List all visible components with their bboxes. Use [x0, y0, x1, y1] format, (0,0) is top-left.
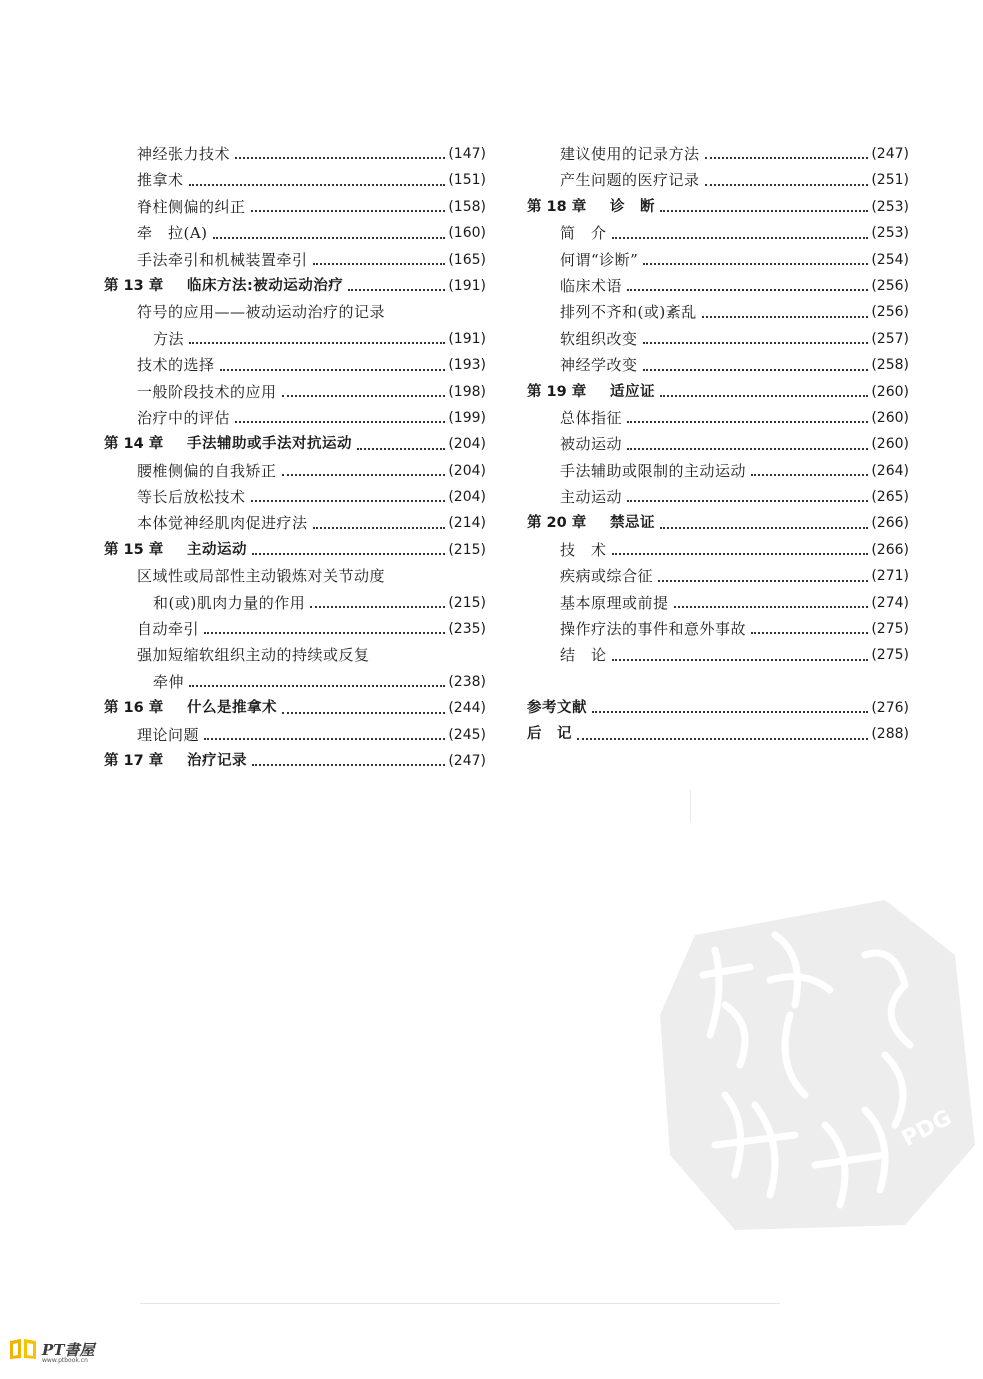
chapter-title: 临床方法:被动运动治疗: [187, 277, 344, 294]
page-bottom-rule: [140, 1303, 780, 1304]
toc-entry-row: [104, 194, 486, 220]
entry-title: 牵伸: [153, 672, 185, 691]
dot-leader: [282, 473, 446, 476]
dot-leader: [705, 156, 869, 159]
dot-leader: [643, 262, 868, 265]
page-number: (260): [871, 409, 909, 426]
toc-entry-row: [527, 273, 909, 299]
dot-leader: [660, 209, 868, 212]
page-number: (251): [871, 172, 909, 189]
toc-entry-row: [104, 141, 486, 167]
page-number: (158): [448, 198, 486, 215]
chapter-number: 第 18 章: [527, 198, 587, 215]
page-number: (253): [871, 198, 909, 215]
dot-leader: [592, 710, 868, 713]
toc-entry-row: [527, 405, 909, 431]
chapter-title: 手法辅助或手法对抗运动: [187, 436, 352, 453]
toc-entry-row: [104, 220, 486, 246]
entry-title: 理论问题: [137, 725, 200, 744]
toc-entry-row: [104, 642, 486, 668]
page-number: (204): [448, 436, 486, 453]
page-number: (215): [448, 541, 486, 558]
chapter-title: 诊 断: [610, 198, 655, 215]
page-number: (257): [871, 330, 909, 347]
page-number: (160): [448, 225, 486, 242]
dot-leader: [313, 526, 446, 529]
entry-title: 简 介: [560, 224, 607, 243]
chapter-title: 什么是推拿术: [187, 700, 277, 717]
chapter-number: 第 17 章: [104, 752, 164, 769]
toc-entry-row: [527, 167, 909, 193]
page-number: (264): [871, 462, 909, 479]
toc-entry-row: [104, 590, 486, 616]
page-number: (265): [871, 489, 909, 506]
dot-leader: [658, 579, 868, 582]
dot-leader: [627, 447, 868, 450]
page-number: (245): [448, 726, 486, 743]
entry-title: 牵 拉(A): [137, 224, 208, 243]
page-number: (274): [871, 594, 909, 611]
toc-entry-row: [527, 220, 909, 246]
entry-title: 何谓“诊断”: [560, 250, 639, 269]
toc-entry-row: [527, 299, 909, 325]
page-number: (266): [871, 541, 909, 558]
toc-entry-row: [104, 458, 486, 484]
scan-artifact-line: [690, 790, 691, 822]
seal-text: PDG: [898, 1105, 957, 1153]
toc-chapter-row: [527, 510, 909, 536]
entry-title: 神经张力技术: [137, 144, 231, 163]
toc-chapter-row: [104, 537, 486, 563]
entry-title: 本体觉神经肌肉促进疗法: [137, 514, 308, 533]
toc-entry-row: [527, 537, 909, 563]
dot-leader: [313, 262, 446, 265]
page-number: (198): [448, 383, 486, 400]
dot-leader: [282, 394, 446, 397]
entry-title: 推拿术: [137, 171, 184, 190]
toc-entry-row: [527, 695, 909, 721]
dot-leader: [577, 737, 868, 740]
entry-title: 基本原理或前提: [560, 593, 669, 612]
page-number: (204): [448, 462, 486, 479]
toc-chapter-row: [527, 194, 909, 220]
toc-entry-row: [104, 326, 486, 352]
dot-leader: [357, 447, 445, 450]
entry-title: 一般阶段技术的应用: [137, 382, 277, 401]
toc-entry-row: [527, 642, 909, 668]
dot-leader: [235, 156, 445, 159]
seal-watermark: [655, 895, 983, 1235]
page-number: (199): [448, 409, 486, 426]
page-number: (260): [871, 383, 909, 400]
dot-leader: [310, 605, 445, 608]
page-number: (244): [448, 700, 486, 717]
toc-right-column: [527, 141, 909, 748]
page-number: (256): [871, 277, 909, 294]
entry-title: 区域性或局部性主动锻炼对关节动度: [137, 567, 386, 586]
entry-title: 技术的选择: [137, 356, 215, 375]
toc-entry-row: [527, 431, 909, 457]
page-number: (238): [448, 673, 486, 690]
page-number: (266): [871, 515, 909, 532]
entry-title: 手法牵引和机械装置牵引: [137, 250, 308, 269]
chapter-title: 治疗记录: [187, 752, 247, 769]
toc-entry-row: [104, 563, 486, 589]
chapter-title: 禁忌证: [610, 515, 655, 532]
dot-leader: [627, 499, 868, 502]
entry-title: 等长后放松技术: [137, 488, 246, 507]
toc-entry-row: [527, 352, 909, 378]
entry-title: 强加短缩软组织主动的持续或反复: [137, 646, 370, 665]
toc-entry-row: [527, 721, 909, 747]
page-number: (165): [448, 251, 486, 268]
page-number: (215): [448, 594, 486, 611]
page-number: (247): [871, 145, 909, 162]
dot-leader: [660, 526, 868, 529]
entry-title: 技 术: [560, 540, 607, 559]
entry-title: 和(或)肌肉力量的作用: [153, 593, 306, 612]
dot-leader: [751, 631, 868, 634]
entry-title: 排列不齐和(或)紊乱: [560, 303, 697, 322]
dot-leader: [189, 684, 445, 687]
dot-leader: [705, 183, 869, 186]
dot-leader: [702, 315, 869, 318]
logo-url: www.ptbook.cn: [42, 1357, 88, 1364]
page-number: (214): [448, 515, 486, 532]
entry-title: 疾病或综合征: [560, 567, 654, 586]
dot-leader: [643, 368, 869, 371]
chapter-number: 第 13 章: [104, 277, 164, 294]
dot-leader: [643, 341, 869, 344]
logo-name: PT書屋: [42, 1340, 95, 1359]
page-number: (258): [871, 357, 909, 374]
toc-entry-row: [104, 405, 486, 431]
page-number: (204): [448, 489, 486, 506]
chapter-number: 第 14 章: [104, 436, 164, 453]
toc-chapter-row: [527, 379, 909, 405]
dot-leader: [220, 368, 446, 371]
book-icon: [8, 1338, 38, 1360]
dot-leader: [251, 209, 446, 212]
chapter-title: 适应证: [610, 383, 655, 400]
toc-entry-row: [104, 247, 486, 273]
entry-title: 后 记: [527, 726, 572, 743]
dot-leader: [213, 236, 446, 239]
entry-title: 治疗中的评估: [137, 408, 231, 427]
toc-entry-row: [104, 484, 486, 510]
dot-leader: [612, 236, 869, 239]
entry-title: 软组织改变: [560, 329, 638, 348]
toc-entry-row: [104, 616, 486, 642]
dot-leader: [627, 288, 868, 291]
page-number: (193): [448, 357, 486, 374]
page-number: (147): [448, 145, 486, 162]
publisher-logo: [8, 1338, 95, 1364]
entry-title: 方法: [153, 329, 185, 348]
toc-entry-row: [104, 669, 486, 695]
dot-leader: [189, 341, 445, 344]
chapter-number: 第 15 章: [104, 541, 164, 558]
dot-leader: [282, 711, 445, 714]
page-number: (275): [871, 647, 909, 664]
toc-chapter-row: [104, 748, 486, 774]
chapter-number: 第 20 章: [527, 515, 587, 532]
entry-title: 建议使用的记录方法: [560, 144, 700, 163]
toc-entry-row: [104, 167, 486, 193]
toc-entry-row: [527, 326, 909, 352]
toc-entry-row: [104, 379, 486, 405]
toc-chapter-row: [104, 273, 486, 299]
dot-leader: [751, 473, 868, 476]
dot-leader: [204, 631, 445, 634]
entry-title: 自动牵引: [137, 620, 200, 639]
dot-leader: [348, 288, 445, 291]
page-number: (271): [871, 568, 909, 585]
dot-leader: [674, 605, 869, 608]
dot-leader: [612, 552, 869, 555]
dot-leader: [612, 658, 869, 661]
toc-entry-row: [527, 484, 909, 510]
chapter-number: 第 16 章: [104, 700, 164, 717]
entry-title: 结 论: [560, 646, 607, 665]
dot-leader: [660, 394, 868, 397]
entry-title: 临床术语: [560, 276, 623, 295]
toc-entry-row: [527, 458, 909, 484]
entry-title: 符号的应用——被动运动治疗的记录: [137, 303, 386, 322]
page-number: (260): [871, 436, 909, 453]
toc-chapter-row: [104, 695, 486, 721]
toc-entry-row: [527, 563, 909, 589]
toc-entry-row: [527, 247, 909, 273]
dot-leader: [204, 737, 445, 740]
toc-left-column: [104, 141, 486, 774]
toc-entry-row: [527, 590, 909, 616]
dot-leader: [189, 183, 446, 186]
dot-leader: [252, 552, 445, 555]
toc-entry-row: [527, 141, 909, 167]
page-number: (151): [448, 172, 486, 189]
toc-entry-row: [527, 616, 909, 642]
entry-title: 主动运动: [560, 488, 623, 507]
dot-leader: [235, 420, 445, 423]
entry-title: 神经学改变: [560, 356, 638, 375]
page-number: (256): [871, 304, 909, 321]
page-number: (253): [871, 225, 909, 242]
toc-entry-row: [104, 352, 486, 378]
entry-title: 脊柱侧偏的纠正: [137, 197, 246, 216]
toc-entry-row: [104, 510, 486, 536]
entry-title: 总体指征: [560, 408, 623, 427]
dot-leader: [627, 420, 868, 423]
page-number: (254): [871, 251, 909, 268]
entry-title: 操作疗法的事件和意外事故: [560, 620, 747, 639]
page-number: (191): [448, 277, 486, 294]
entry-title: 手法辅助或限制的主动运动: [560, 461, 747, 480]
dot-leader: [252, 763, 445, 766]
toc-entry-row: [104, 299, 486, 325]
entry-title: 腰椎侧偏的自我矫正: [137, 461, 277, 480]
page-number: (275): [871, 621, 909, 638]
toc-chapter-row: [104, 431, 486, 457]
page-number: (276): [871, 699, 909, 716]
chapter-title: 主动运动: [187, 541, 247, 558]
entry-title: 产生问题的医疗记录: [560, 171, 700, 190]
page-number: (288): [871, 726, 909, 743]
dot-leader: [251, 499, 446, 502]
entry-title: 被动运动: [560, 435, 623, 454]
toc-entry-row: [104, 722, 486, 748]
chapter-number: 第 19 章: [527, 383, 587, 400]
page-number: (191): [448, 330, 486, 347]
page-number: (247): [448, 752, 486, 769]
page-number: (235): [448, 621, 486, 638]
entry-title: 参考文献: [527, 699, 587, 716]
